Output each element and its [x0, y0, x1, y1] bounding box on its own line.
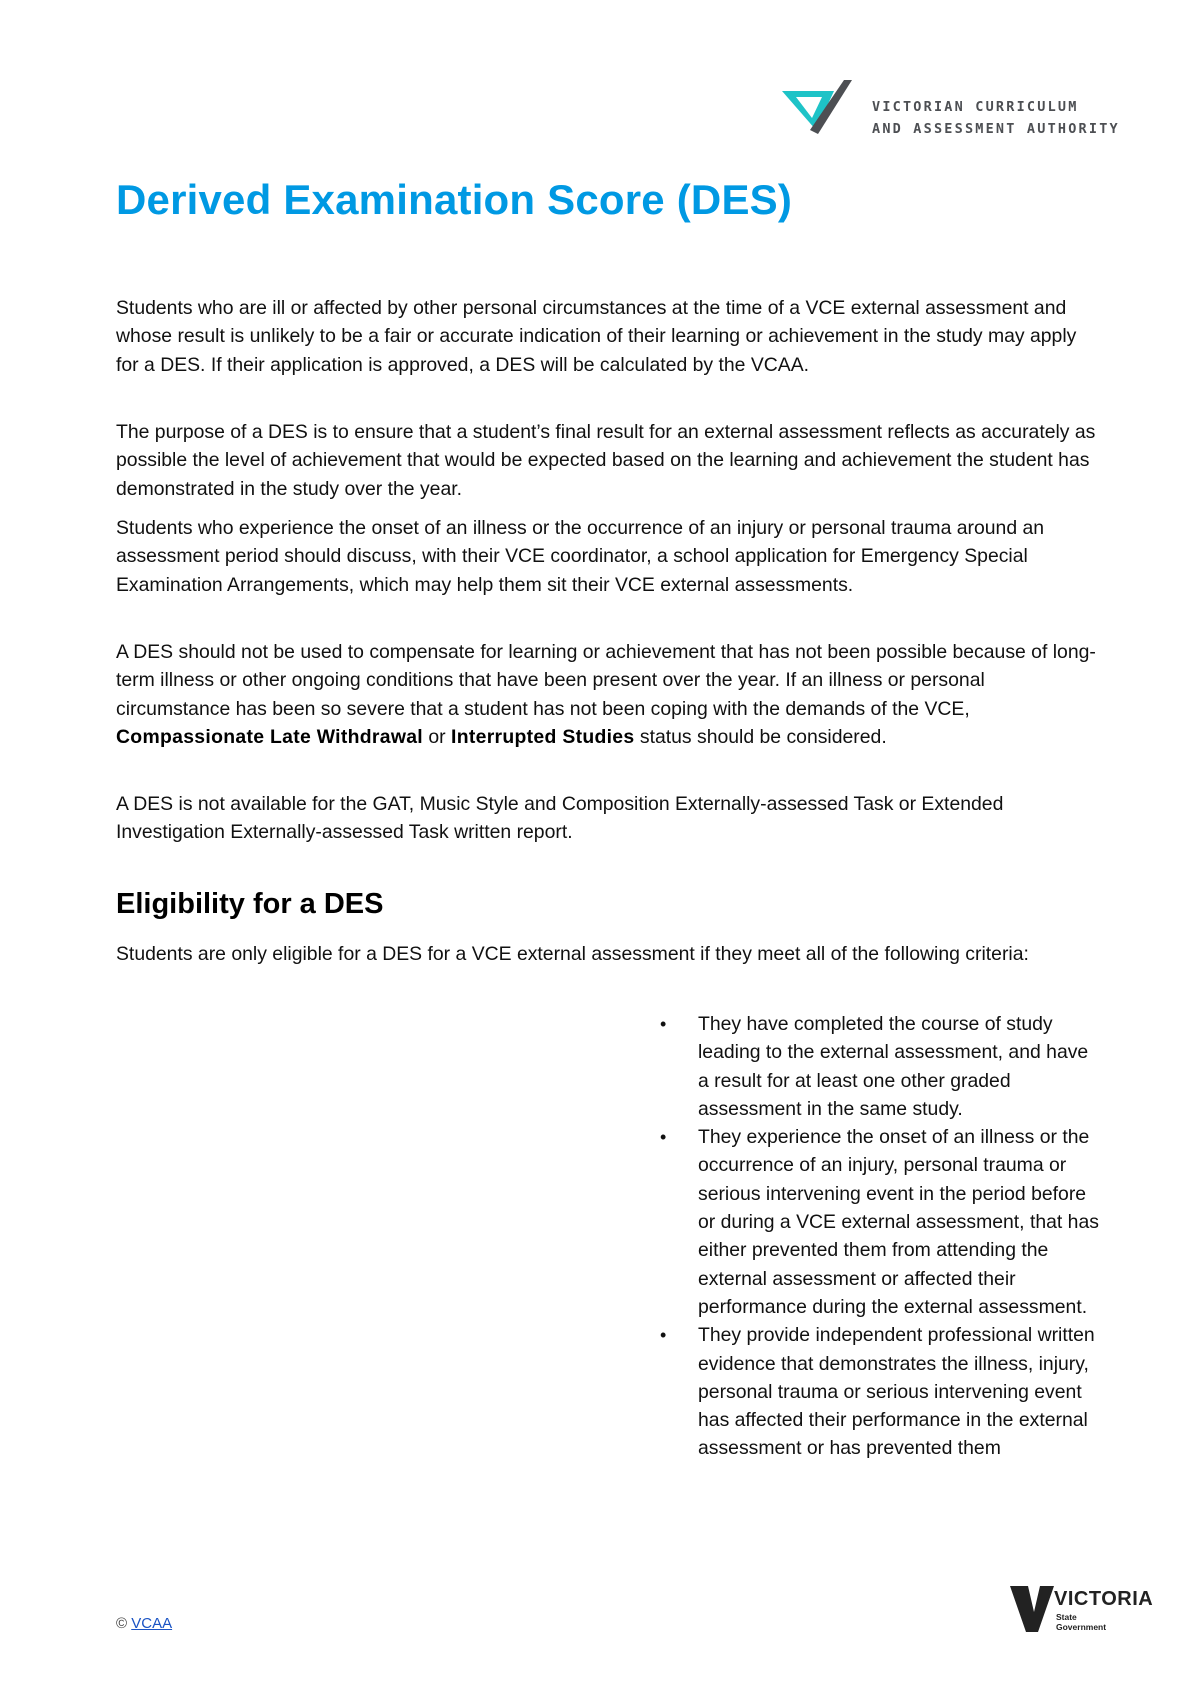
compassionate-late-withdrawal-text: Compassionate Late Withdrawal	[116, 725, 423, 748]
vcaa-link[interactable]: VCAA	[131, 1615, 173, 1632]
paragraph-long-term-illness	[116, 638, 1101, 751]
list-item	[660, 1321, 1100, 1462]
list-item	[660, 1010, 1100, 1123]
criterion-text: They have completed the course of study leading to the external assessment, and have a result for at least one other graded assessment in the same study.	[698, 1013, 1089, 1120]
eligibility-heading: Eligibility for a DES	[116, 888, 384, 920]
vcaa-logo	[782, 80, 1120, 140]
state-text: State	[1056, 1612, 1077, 1622]
logo-line-2: AND ASSESSMENT AUTHORITY	[872, 121, 1120, 137]
criterion-text: They experience the onset of an illness or the occurrence of an injury, personal trauma or serious intervening event in the period before or during a VCE external assessment, that has either prevented them from attending the external assessment or affected their performance during the external assessment.	[698, 1126, 1099, 1318]
paragraph-des-not-available: A DES is not available for the GAT, Music Style and Composition Externally-assessed Task or Extended Investigation Externally-assessed Task written report.	[116, 793, 1004, 844]
victoria-state-government-logo	[1010, 1582, 1154, 1642]
list-item	[660, 1123, 1100, 1321]
bullet-icon: •	[660, 1325, 667, 1346]
victoria-v-icon	[1010, 1582, 1058, 1638]
government-text: Government	[1056, 1622, 1107, 1632]
copyright-icon: ©	[116, 1615, 128, 1632]
state-government-text	[1056, 1612, 1106, 1632]
bullet-icon: •	[660, 1014, 667, 1034]
page-title: Derived Examination Score (DES)	[116, 176, 793, 223]
logo-line-1: VICTORIAN CURRICULUM	[872, 99, 1079, 115]
vcaa-logo-text	[872, 96, 1120, 140]
p4-text-1: A DES should not be used to compensate for learning or achievement that has not been possible because of long-term illness or other ongoing conditions that have been present over the year. If an illness or personal circumstance has been so severe that a student has not been coping with the demands of the VCE,	[116, 641, 1096, 720]
victoria-wordmark: VICTORIA	[1054, 1588, 1154, 1610]
paragraph-des-purpose: The purpose of a DES is to ensure that a student’s final result for an external assessment reflects as accurately as possible the level of achievement that would be expected based on the learning and achievement the student has demonstrated in the study over the year.	[116, 421, 1096, 500]
paragraph-emergency-arrangements: Students who experience the onset of an illness or the occurrence of an injury or personal trauma around an assessment period should discuss, with their VCE coordinator, a school application for Emergency Special Examination Arrangements, which may help them sit their VCE external assessments.	[116, 517, 1045, 596]
criterion-text: They provide independent professional written evidence that demonstrates the illness, injury, personal trauma or serious intervening event has affected their performance in the external assessment or has prevented them	[698, 1324, 1095, 1460]
bullet-icon: •	[660, 1127, 667, 1148]
interrupted-studies-text: Interrupted Studies	[451, 725, 635, 748]
p4-text-2: or	[422, 725, 452, 748]
paragraph-des-intro: Students who are ill or affected by other personal circumstances at the time of a VCE external assessment and whose result is unlikely to be a fair or accurate indication of their learning or achievement in the study may apply for a DES. If their application is approved, a DES will be calculated by the VCAA.	[116, 297, 1077, 376]
eligibility-criteria-list	[660, 1010, 1100, 1463]
eligibility-intro: Students are only eligible for a DES for a VCE external assessment if they meet all of the following criteria:	[116, 943, 1029, 965]
p4-text-3: status should be considered.	[634, 725, 887, 748]
footer-copyright	[116, 1615, 172, 1632]
vcaa-logo-mark-icon	[782, 80, 870, 138]
